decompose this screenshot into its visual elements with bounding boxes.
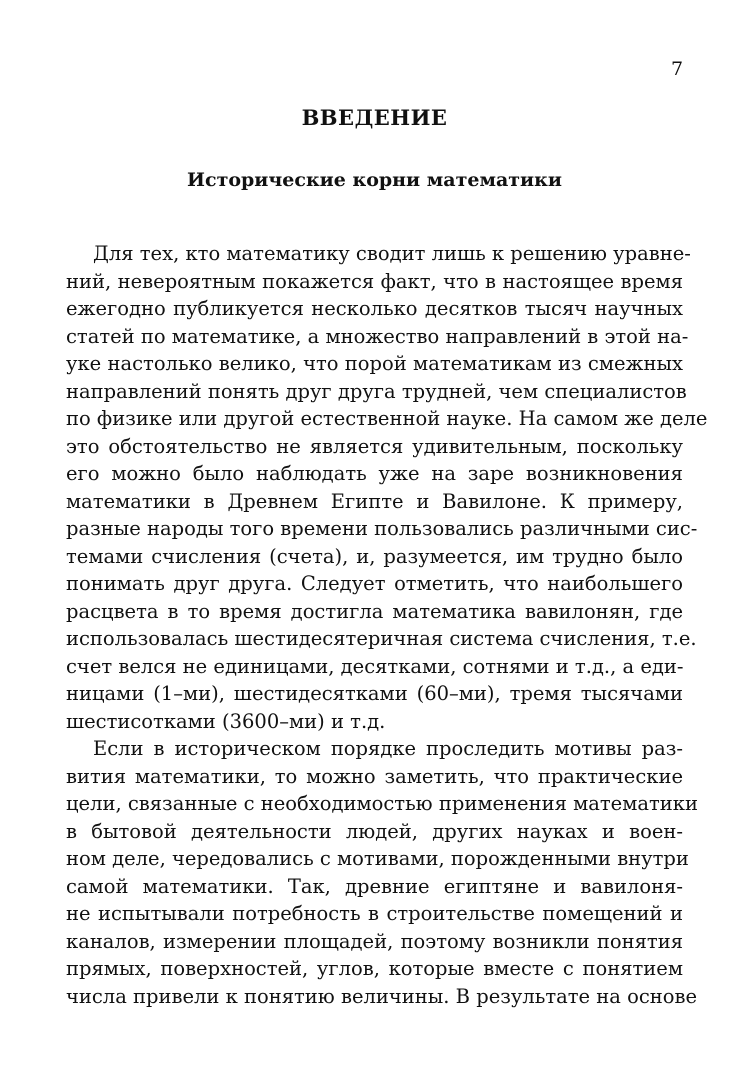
text-line: прямых, поверхностей, углов, которые вместе с понятием: [66, 957, 683, 980]
text-line: расцвета в то время достигла математика вавилонян, где: [66, 599, 683, 623]
text-line: числа привели к понятию величины. В результате на основе: [66, 984, 698, 1008]
text-line: цели, связанные с необходимостью применения математики: [66, 792, 698, 815]
text-line: Для тех, кто математику сводит лишь к решению уравне-: [93, 242, 691, 265]
text-line: уке настолько велико, что порой математикам из смежных: [66, 352, 683, 375]
text-line: математики в Древнем Египте и Вавилоне. К примеру,: [66, 489, 683, 513]
text-line: ницами (1–ми), шестидесятками (60–ми), тремя тысячами: [66, 682, 683, 705]
text-line: ний, невероятным покажется факт, что в настоящее время: [66, 269, 683, 293]
text-line: ном деле, чередовались с мотивами, порожденными внутри: [66, 847, 689, 870]
text-line: статей по математике, а множество направлений в этой на-: [66, 324, 689, 348]
text-line: Если в историческом порядке проследить мотивы раз-: [93, 737, 683, 760]
text-line: использовалась шестидесятеричная система счисления, т.е.: [66, 627, 697, 650]
text-line: счет велся не единицами, десятками, сотнями и т.д., а еди-: [66, 654, 684, 678]
text-line: шестисотками (3600–ми) и т.д.: [66, 709, 386, 733]
text-line: это обстоятельство не является удивительным, поскольку: [66, 434, 683, 458]
section-title: Исторические корни математики: [187, 169, 562, 191]
text-line: темами счисления (счета), и, разумеется, им трудно было: [66, 544, 683, 568]
text-line: его можно было наблюдать уже на заре возникновения: [66, 462, 683, 485]
body-text: [66, 240, 708, 1010]
page-number: 7: [671, 58, 684, 80]
text-line: вития математики, то можно заметить, что практические: [66, 764, 683, 788]
text-line: понимать друг друга. Следует отметить, что наибольшего: [66, 572, 683, 595]
text-line: каналов, измерении площадей, поэтому возникли понятия: [66, 929, 683, 953]
text-line: не испытывали потребность в строительстве помещений и: [66, 902, 683, 925]
text-line: разные народы того времени пользовались различными сис-: [66, 517, 698, 540]
text-line: самой математики. Так, древние египтяне и вавилоня-: [66, 874, 683, 898]
text-line: направлений понять друг друга трудней, чем специалистов: [66, 379, 687, 403]
text-line: по физике или другой естественной науке. На самом же деле: [66, 407, 708, 430]
text-line: в бытовой деятельности людей, других науках и воен-: [66, 819, 683, 843]
text-line: ежегодно публикуется несколько десятков тысяч научных: [66, 297, 683, 320]
chapter-title: ВВЕДЕНИЕ: [301, 105, 448, 130]
